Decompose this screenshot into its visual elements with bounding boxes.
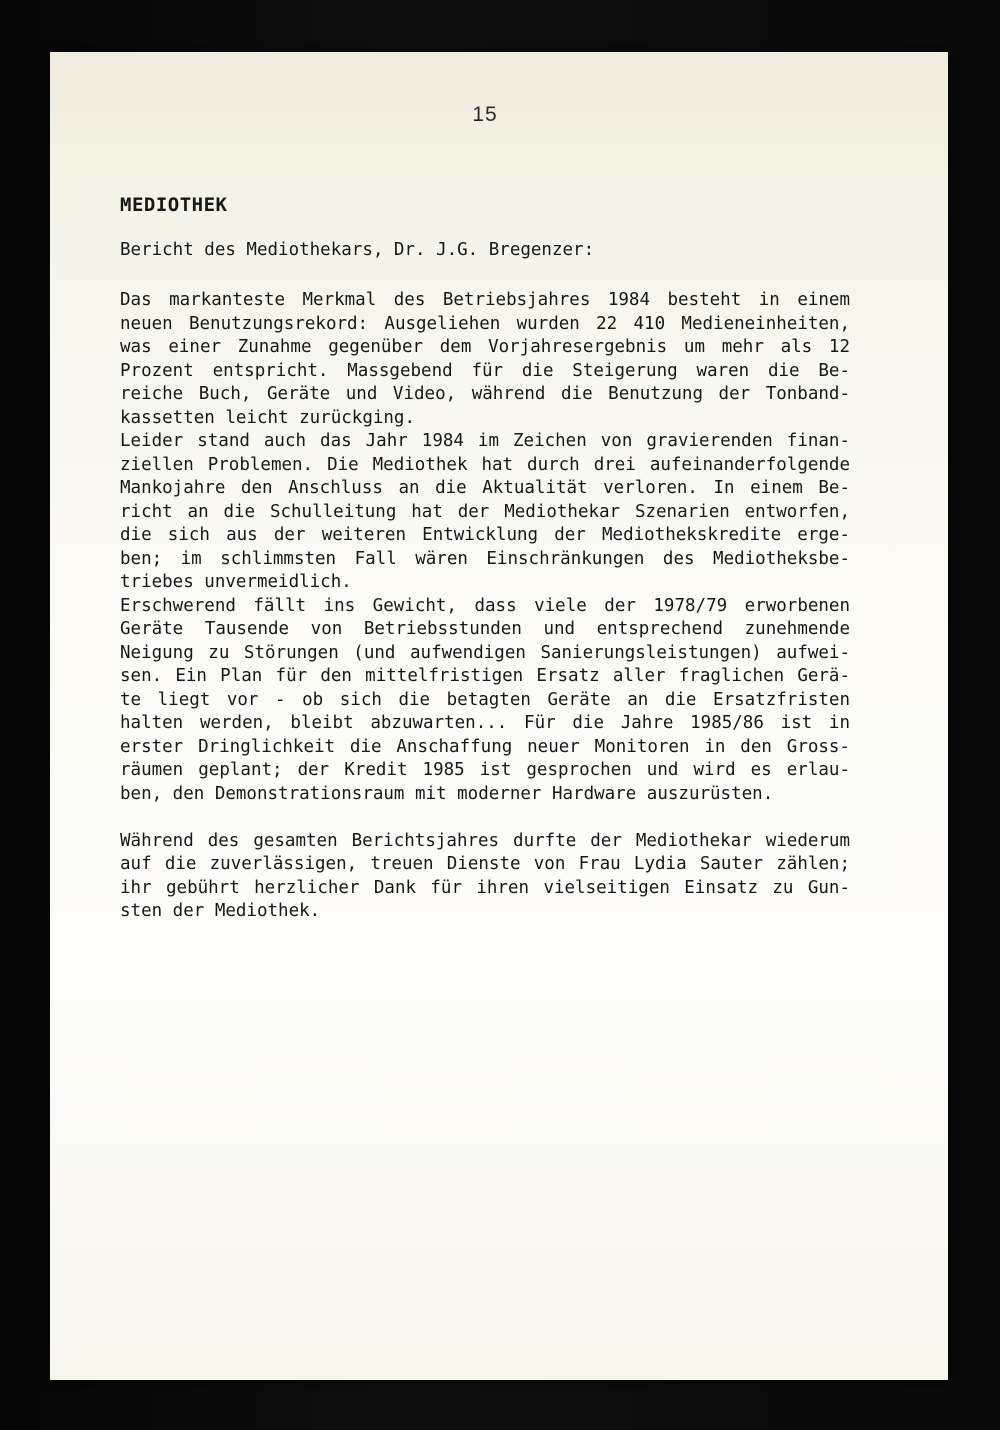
text-line: Prozent entspricht. Massgebend für die Steigerung waren die Be-: [120, 360, 850, 381]
text-line: te liegt vor - ob sich die betagten Geräte an die Ersatzfristen: [120, 689, 850, 710]
text-line: räumen geplant; der Kredit 1985 ist gesprochen und wird es erlau-: [120, 760, 850, 780]
text-line: richt an die Schulleitung hat der Mediothekar Szenarien entworfen,: [120, 501, 850, 522]
text-line: Mankojahre den Anschluss an die Aktualität verloren. In einem Be-: [120, 478, 850, 498]
text-line: Leider stand auch das Jahr 1984 im Zeichen von gravierenden finan-: [120, 431, 850, 451]
page-content: [120, 103, 850, 924]
report-body-paragraphs: [120, 289, 850, 806]
text-line: Neigung zu Störungen (und aufwendigen Sanierungsleistungen) aufwei-: [120, 642, 850, 663]
report-closing-paragraph: [120, 830, 850, 924]
text-line: sen. Ein Plan für den mittelfristigen Ersatz aller fraglichen Gerä-: [120, 666, 850, 686]
text-line: erster Dringlichkeit die Anschaffung neuer Monitoren in den Gross-: [120, 736, 850, 757]
page-number: 15: [472, 103, 498, 126]
text-line: auf die zuverlässigen, treuen Dienste von Frau Lydia Sauter zählen;: [120, 854, 850, 874]
section-heading: MEDIOTHEK: [120, 194, 228, 216]
text-line: die sich aus der weiteren Entwicklung der Mediothekskredite erge-: [120, 525, 850, 545]
text-line: Erschwerend fällt ins Gewicht, dass viele der 1978/79 erworbenen: [120, 595, 850, 616]
text-line: Geräte Tausende von Betriebsstunden und entsprechend zunehmende: [120, 619, 850, 639]
text-line: reiche Buch, Geräte und Video, während die Benutzung der Tonband-: [120, 384, 850, 404]
text-line: ziellen Problemen. Die Mediothek hat durch drei aufeinanderfolgende: [120, 454, 850, 475]
text-line: kassetten leicht zurückging.: [120, 407, 416, 428]
text-line: was einer Zunahme gegenüber dem Vorjahresergebnis um mehr als 12: [120, 337, 850, 357]
text-line: halten werden, bleibt abzuwarten... Für die Jahre 1985/86 ist in: [120, 713, 850, 733]
text-line: ben, den Demonstrationsraum mit moderner Hardware auszurüsten.: [120, 783, 774, 804]
text-line: sten der Mediothek.: [120, 901, 321, 921]
report-byline: Bericht des Mediothekars, Dr. J.G. Bregenzer:: [120, 240, 595, 260]
text-line: ihr gebührt herzlicher Dank für ihren vielseitigen Einsatz zu Gun-: [120, 877, 850, 898]
scanned-page: [50, 52, 948, 1380]
text-line: Das markanteste Merkmal des Betriebsjahres 1984 besteht in einem: [120, 290, 850, 310]
text-line: Während des gesamten Berichtsjahres durfte der Mediothekar wiederum: [120, 830, 850, 851]
text-line: triebes unvermeidlich.: [120, 572, 352, 592]
text-line: ben; im schlimmsten Fall wären Einschränkungen des Mediotheksbe-: [120, 548, 850, 569]
text-line: neuen Benutzungsrekord: Ausgeliehen wurden 22 410 Medieneinheiten,: [120, 313, 850, 334]
